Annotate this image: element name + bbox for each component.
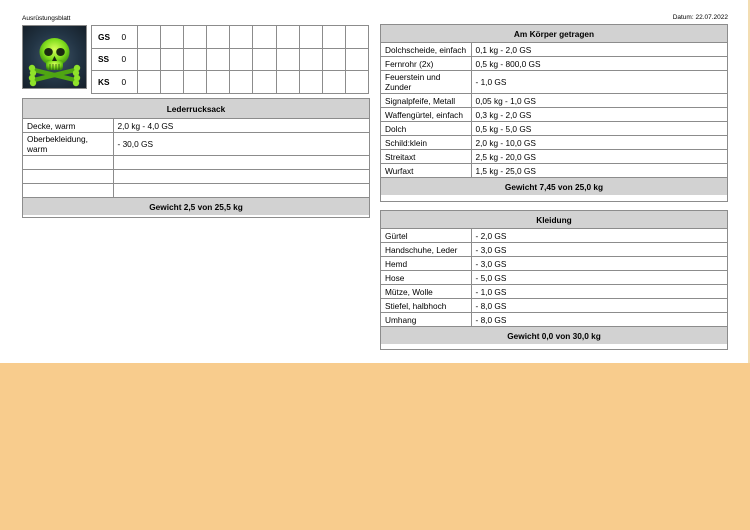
item-name: Waffengürtel, einfach	[381, 108, 471, 122]
coin-slot	[299, 48, 322, 71]
coin-slot	[138, 26, 161, 49]
clothing-table	[381, 211, 727, 344]
coin-slot	[345, 48, 368, 71]
coin-slot	[230, 48, 253, 71]
item-value: - 3,0 GS	[471, 243, 727, 257]
table-row	[23, 184, 369, 198]
coin-slot	[184, 26, 207, 49]
item-value: 2,0 kg - 10,0 GS	[471, 136, 727, 150]
backpack-weight: Gewicht 2,5 von 25,5 kg	[23, 198, 369, 216]
item-value: 1,5 kg - 25,0 GS	[471, 164, 727, 178]
item-value: 2,5 kg - 20,0 GS	[471, 150, 727, 164]
coin-slot	[276, 71, 299, 94]
body-carried-weight: Gewicht 7,45 von 25,0 kg	[381, 178, 727, 196]
item-name: Mütze, Wolle	[381, 285, 471, 299]
currency-row	[92, 26, 369, 49]
table-row	[381, 243, 727, 257]
table-row	[381, 43, 727, 57]
item-value: - 30,0 GS	[113, 133, 369, 156]
table-row	[381, 94, 727, 108]
table-row	[381, 299, 727, 313]
coin-slot	[322, 26, 345, 49]
backpack-title: Lederrucksack	[23, 99, 369, 119]
item-value	[113, 170, 369, 184]
item-name	[23, 170, 113, 184]
coin-slot	[322, 48, 345, 71]
item-value: - 8,0 GS	[471, 313, 727, 327]
bottom-background	[0, 363, 750, 530]
table-row	[381, 164, 727, 178]
table-row	[381, 257, 727, 271]
coin-slot	[207, 26, 230, 49]
coin-slot	[230, 71, 253, 94]
date-value: 22.07.2022	[695, 14, 728, 21]
coin-slot	[299, 26, 322, 49]
coin-slot	[345, 26, 368, 49]
currency-amount: 0	[118, 71, 138, 94]
coin-slot	[138, 48, 161, 71]
table-row	[381, 285, 727, 299]
clothing-weight: Gewicht 0,0 von 30,0 kg	[381, 327, 727, 345]
item-value: - 2,0 GS	[471, 229, 727, 243]
coin-slot	[345, 71, 368, 94]
table-row	[381, 136, 727, 150]
table-row	[23, 170, 369, 184]
currency-amount: 0	[118, 48, 138, 71]
item-name: Stiefel, halbhoch	[381, 299, 471, 313]
currency-row	[92, 48, 369, 71]
table-row	[381, 57, 727, 71]
currency-code: GS	[92, 26, 118, 49]
item-value: - 5,0 GS	[471, 271, 727, 285]
table-row	[381, 108, 727, 122]
coin-slot	[276, 48, 299, 71]
item-value: - 1,0 GS	[471, 285, 727, 299]
coin-slot	[230, 26, 253, 49]
item-value: 0,3 kg - 2,0 GS	[471, 108, 727, 122]
item-value: - 3,0 GS	[471, 257, 727, 271]
currency-row	[92, 71, 369, 94]
coin-slot	[322, 71, 345, 94]
currency-amount: 0	[118, 26, 138, 49]
item-name: Oberbekleidung, warm	[23, 133, 113, 156]
table-row	[381, 271, 727, 285]
coin-slot	[276, 26, 299, 49]
coin-slot	[184, 71, 207, 94]
item-name: Decke, warm	[23, 119, 113, 133]
body-carried-title: Am Körper getragen	[381, 25, 727, 43]
item-name	[23, 184, 113, 198]
document-title: Ausrüstungsblatt	[22, 15, 71, 22]
item-value: 0,1 kg - 2,0 GS	[471, 43, 727, 57]
coin-slot	[161, 26, 184, 49]
date-display	[673, 14, 728, 21]
item-value: 0,5 kg - 5,0 GS	[471, 122, 727, 136]
item-name: Handschuhe, Leder	[381, 243, 471, 257]
body-carried-panel	[380, 24, 728, 202]
coin-slot	[253, 26, 276, 49]
item-name: Wurfaxt	[381, 164, 471, 178]
table-row	[23, 119, 369, 133]
table-row	[381, 122, 727, 136]
coin-slot	[253, 71, 276, 94]
item-value: - 1,0 GS	[471, 71, 727, 94]
item-value	[113, 184, 369, 198]
coin-slot	[161, 71, 184, 94]
item-value	[113, 156, 369, 170]
item-name: Gürtel	[381, 229, 471, 243]
table-row	[23, 133, 369, 156]
item-value: - 8,0 GS	[471, 299, 727, 313]
backpack-panel	[22, 98, 370, 218]
body-carried-table	[381, 25, 727, 195]
clothing-panel	[380, 210, 728, 350]
table-row	[23, 156, 369, 170]
item-value: 0,05 kg - 1,0 GS	[471, 94, 727, 108]
coin-slot	[207, 48, 230, 71]
coin-slot	[253, 48, 276, 71]
coin-slot	[138, 71, 161, 94]
coin-slot	[207, 71, 230, 94]
currency-code: SS	[92, 48, 118, 71]
item-name: Feuerstein und Zunder	[381, 71, 471, 94]
skull-crossbones-icon	[22, 25, 87, 89]
item-name: Dolchscheide, einfach	[381, 43, 471, 57]
backpack-table	[23, 99, 369, 215]
table-row	[381, 229, 727, 243]
item-name: Schild:klein	[381, 136, 471, 150]
table-row	[381, 313, 727, 327]
table-row	[381, 150, 727, 164]
item-name: Umhang	[381, 313, 471, 327]
item-value: 0,5 kg - 800,0 GS	[471, 57, 727, 71]
item-name: Streitaxt	[381, 150, 471, 164]
item-name: Signalpfeife, Metall	[381, 94, 471, 108]
item-value: 2,0 kg - 4,0 GS	[113, 119, 369, 133]
item-name: Hose	[381, 271, 471, 285]
item-name: Dolch	[381, 122, 471, 136]
coin-slot	[161, 48, 184, 71]
table-row	[381, 71, 727, 94]
coin-slot	[184, 48, 207, 71]
currency-table	[91, 25, 369, 94]
coin-slot	[299, 71, 322, 94]
item-name: Hemd	[381, 257, 471, 271]
currency-code: KS	[92, 71, 118, 94]
item-name: Fernrohr (2x)	[381, 57, 471, 71]
date-label: Datum:	[672, 14, 694, 21]
item-name	[23, 156, 113, 170]
clothing-title: Kleidung	[381, 211, 727, 229]
